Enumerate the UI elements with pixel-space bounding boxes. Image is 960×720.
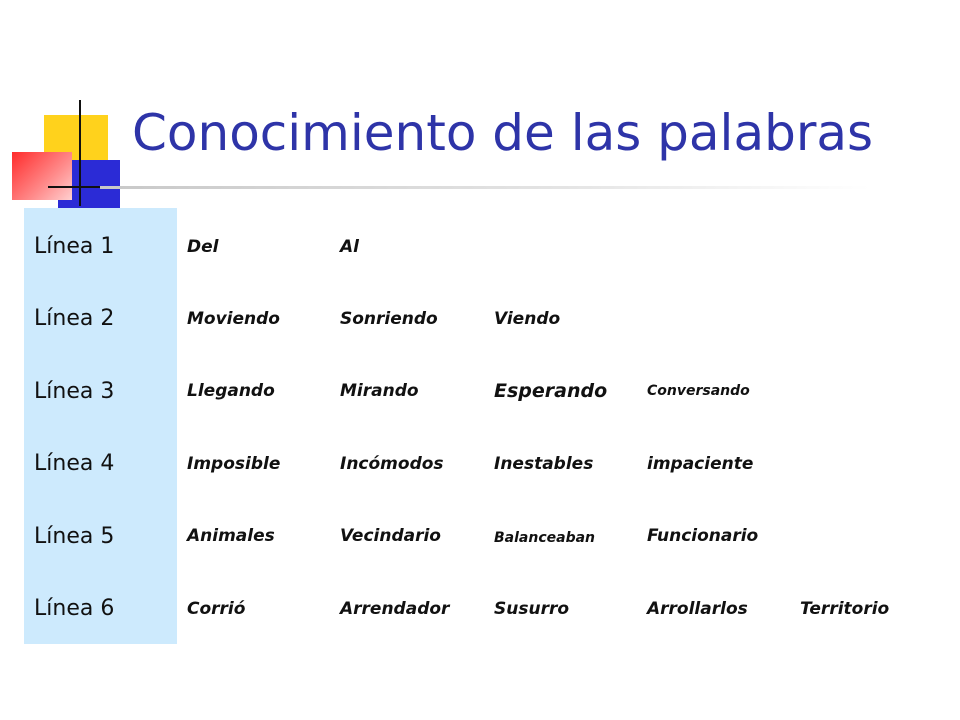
word-cell: Mirando — [340, 381, 419, 401]
decor-vertical-line — [79, 100, 81, 206]
word-cell: Vecindario — [340, 526, 441, 546]
row-label-2: Línea 2 — [34, 306, 115, 331]
row-label-5: Línea 5 — [34, 524, 115, 549]
word-cell: Llegando — [187, 381, 275, 401]
word-cell: Arrollarlos — [647, 599, 748, 619]
word-cell: Funcionario — [647, 526, 759, 546]
word-cell: Susurro — [494, 599, 570, 619]
row-label-4: Línea 4 — [34, 451, 115, 476]
word-cell: Inestables — [494, 454, 594, 474]
word-cell: Al — [340, 237, 359, 257]
row-label-panel — [24, 208, 177, 644]
word-cell: Esperando — [494, 380, 608, 402]
decor-red-square — [12, 152, 72, 200]
word-cell: impaciente — [647, 454, 754, 474]
word-cell: Corrió — [187, 599, 246, 619]
page-title: Conocimiento de las palabras — [132, 104, 874, 162]
decor-horizontal-line — [48, 186, 106, 188]
word-cell: Animales — [187, 526, 275, 546]
word-cell: Imposible — [187, 454, 281, 474]
row-label-3: Línea 3 — [34, 379, 115, 404]
word-cell: Balanceaban — [494, 530, 596, 546]
word-cell: Sonriendo — [340, 309, 438, 329]
word-cell: Moviendo — [187, 309, 280, 329]
title-underline — [100, 186, 870, 189]
word-cell: Incómodos — [340, 454, 444, 474]
word-cell: Conversando — [647, 383, 750, 399]
row-label-6: Línea 6 — [34, 596, 115, 621]
word-cell: Arrendador — [340, 599, 450, 619]
word-cell: Viendo — [494, 309, 561, 329]
row-label-1: Línea 1 — [34, 234, 115, 259]
word-cell: Territorio — [800, 599, 890, 619]
word-cell: Del — [187, 237, 219, 257]
